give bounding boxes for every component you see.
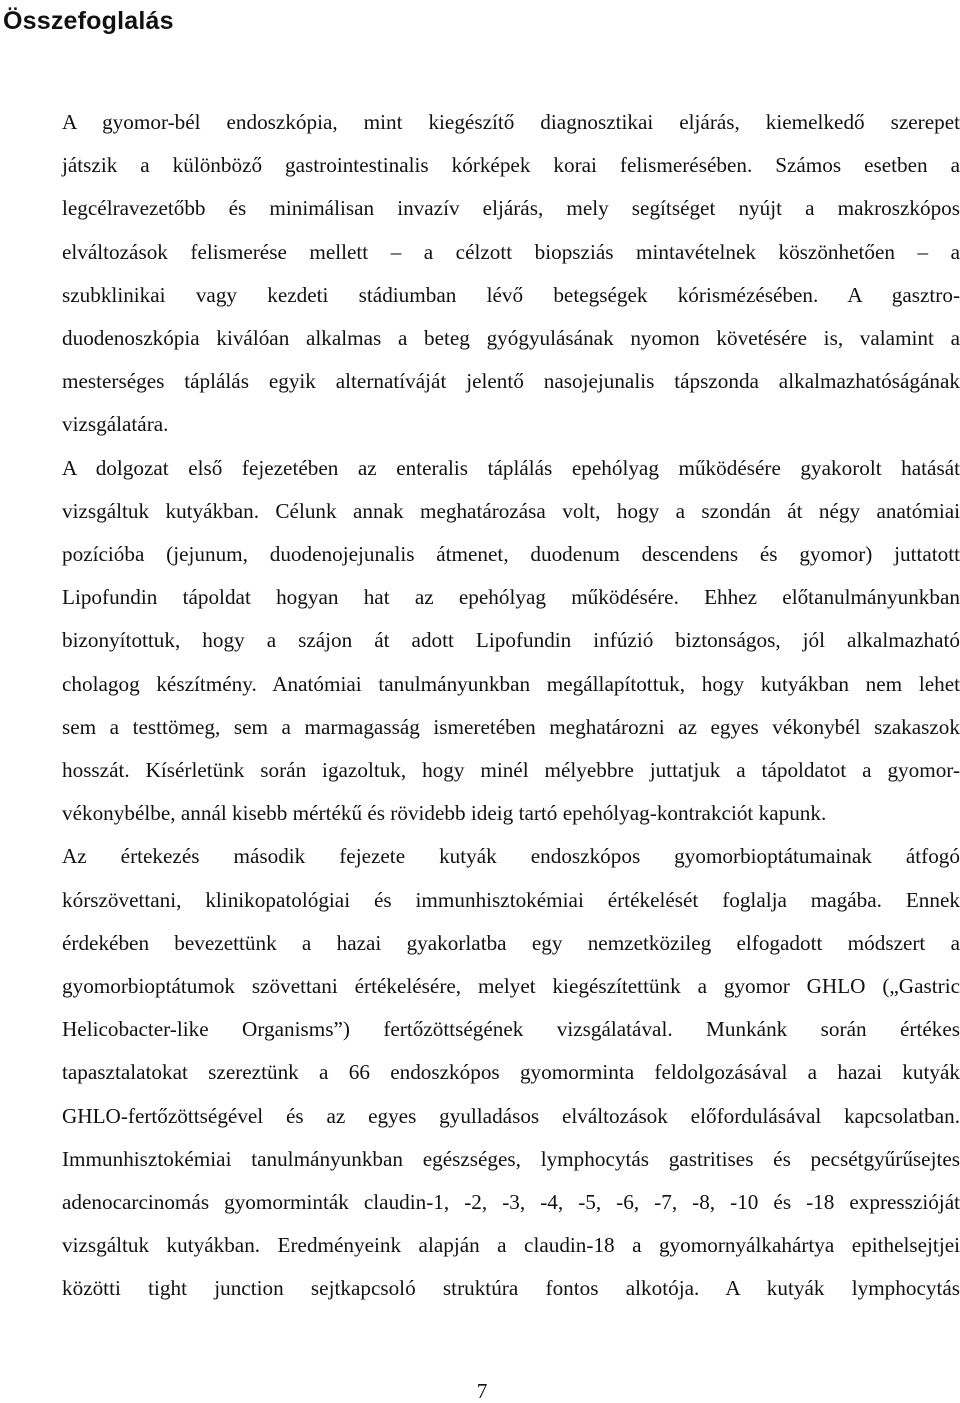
- text-line: GHLO-fertőzöttségével és az egyes gyulladásos elváltozások előfordulásával kapcsolatban.: [62, 1103, 960, 1128]
- paragraph-3: [5, 835, 960, 1310]
- paragraph-2: [5, 447, 960, 836]
- text-line: vizsgáltuk kutyákban. Eredményeink alapján a claudin-18 a gyomornyálkahártya epithelsejtjei: [62, 1233, 960, 1258]
- text-line: duodenoszkópia kiválóan alkalmas a beteg gyógyulásának nyomon követésére is, valamint a: [62, 326, 960, 351]
- text-line: vizsgáltuk kutyákban. Célunk annak meghatározása volt, hogy a szondán át négy anatómiai: [62, 498, 960, 523]
- text-line: érdekében bevezettünk a hazai gyakorlatba egy nemzetközileg elfogadott módszert a: [62, 930, 960, 955]
- text-line: pozícióba (jejunum, duodenojejunalis átmenet, duodenum descendens és gyomor) juttatott: [62, 542, 960, 567]
- text-line: A dolgozat első fejezetében az enteralis táplálás epehólyag működésére gyakorolt hatását: [62, 455, 960, 480]
- text-line: legcélravezetőbb és minimálisan invazív eljárás, mely segítséget nyújt a makroszkópos: [62, 196, 960, 221]
- text-line: játszik a különböző gastrointestinalis kórképek korai felismerésében. Számos esetben a: [62, 153, 960, 178]
- text-line: kórszövettani, klinikopatológiai és immunhisztokémiai értékelését foglalja magába. Ennek: [62, 887, 960, 912]
- text-line: bizonyítottuk, hogy a szájon át adott Lipofundin infúzió biztonságos, jól alkalmazható: [62, 628, 960, 653]
- text-line: közötti tight junction sejtkapcsoló struktúra fontos alkotója. A kutyák lymphocytás: [62, 1276, 960, 1301]
- text-line: adenocarcinomás gyomorminták claudin-1, -2, -3, -4, -5, -6, -7, -8, -10 és -18 expresszióját: [62, 1190, 960, 1215]
- page-title: Összefoglalás: [3, 7, 174, 35]
- text-line: Az értekezés második fejezete kutyák endoszkópos gyomorbioptátumainak átfogó: [62, 844, 960, 869]
- summary-body: [5, 101, 960, 1311]
- text-line: gyomorbioptátumok szövettani értékelésére, melyet kiegészítettünk a gyomor GHLO („Gastric: [62, 974, 960, 999]
- text-line: szubklinikai vagy kezdeti stádiumban lévő betegségek kórismézésében. A gasztro-: [62, 282, 960, 307]
- text-line: elváltozások felismerése mellett – a célzott biopsziás mintavételnek köszönhetően – a: [62, 239, 960, 264]
- text-line: hosszát. Kísérletünk során igazoltuk, hogy minél mélyebbre juttatjuk a tápoldatot a gyomor-: [62, 758, 960, 783]
- text-line: Immunhisztokémiai tanulmányunkban egészséges, lymphocytás gastritises és pecsétgyűrűsejtes: [62, 1146, 960, 1171]
- text-line: vizsgálatára.: [62, 412, 169, 437]
- text-line: sem a testtömeg, sem a marmagasság ismeretében meghatározni az egyes vékonybél szakaszok: [62, 714, 960, 739]
- text-line: A gyomor-bél endoszkópia, mint kiegészítő diagnosztikai eljárás, kiemelkedő szerepet: [62, 110, 960, 134]
- text-line: Lipofundin tápoldat hogyan hat az epehólyag működésére. Ehhez előtanulmányunkban: [62, 585, 960, 610]
- text-line: tapasztalatokat szereztünk a 66 endoszkópos gyomorminta feldolgozásával a hazai kutyák: [62, 1060, 960, 1085]
- page-number: 7: [476, 1379, 488, 1403]
- text-line: Helicobacter-like Organisms”) fertőzöttségének vizsgálatával. Munkánk során értékes: [62, 1017, 960, 1042]
- text-line: cholagog készítmény. Anatómiai tanulmányunkban megállapítottuk, hogy kutyákban nem lehet: [62, 671, 960, 696]
- text-line: mesterséges táplálás egyik alternatíváját jelentő nasojejunalis tápszonda alkalmazhatóságának: [62, 369, 960, 394]
- paragraph-1: [5, 101, 960, 447]
- text-line: vékonybélbe, annál kisebb mértékű és rövidebb ideig tartó epehólyag-kontrakciót kapunk.: [62, 801, 827, 826]
